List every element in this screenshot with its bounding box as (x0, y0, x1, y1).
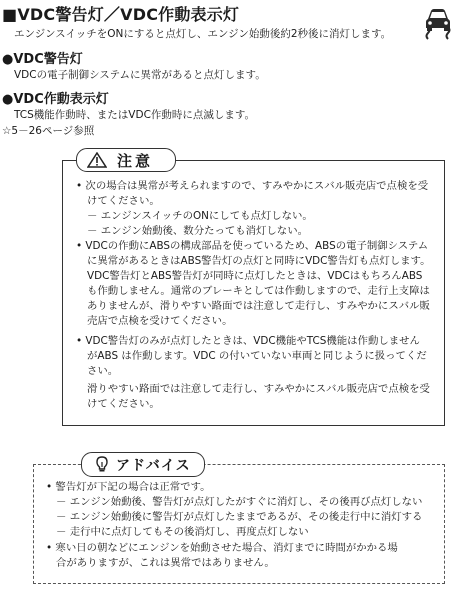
advice-line: 合がありますが、これは異常ではありません。 (56, 557, 275, 569)
advice-line: • 警告灯が下記の場合は正常です。 (46, 481, 211, 493)
vdc-indicator-heading: ●VDC作動表示灯 (2, 92, 109, 107)
caution-line: － エンジン始動後、数分たっても消灯しない。 (87, 225, 308, 237)
vdc-skid-car-icon (418, 3, 458, 41)
caution-line: さい。 (87, 365, 119, 377)
advice-label-text: アドバイス (116, 458, 191, 474)
advice-line: • 寒い日の朝などにエンジンを始動させた場合、消灯までに時間がかかる場 (46, 542, 398, 554)
page-title: ■VDC警告灯／VDC作動表示灯 (2, 5, 240, 24)
caution-line: がABS は作動します。VDC の付いていない車両と同じように扱ってくだ (87, 350, 427, 362)
advice-line: － 走行中に点灯してもその後消灯し、再度点灯しない (56, 526, 309, 538)
vdc-indicator-text: TCS機能作動時、またはVDC作動時に点滅します。 (14, 109, 256, 121)
caution-line: • VDCの作動にABSの構成部品を使っているため、ABSの電子制御システム (76, 240, 429, 252)
caution-line: けてください。 (87, 195, 160, 207)
caution-line: • 次の場合は異常が考えられますので、すみやかにスバル販売店で点検を受 (76, 180, 429, 192)
advice-line: － エンジン始動後、警告灯が点灯したがすぐに消灯し、その後再び点灯しない (56, 496, 423, 508)
caution-label-text: 注意 (117, 152, 154, 170)
caution-line: 滑りやすい路面では注意して走行し、すみやかにスバル販売店で点検を受 (87, 383, 430, 395)
intro-text: エンジンスイッチをONにすると点灯し、エンジン始動後約2秒後に消灯します。 (14, 28, 392, 40)
caution-label (76, 148, 176, 172)
advice-line: － エンジン始動後に警告灯が点灯したままであるが、その後走行中に消灯する (56, 511, 423, 523)
page-reference: ☆5－26ページ参照 (2, 125, 95, 137)
vdc-warning-heading: ●VDC警告灯 (2, 52, 83, 67)
caution-line: • VDC警告灯のみが点灯したときは、VDC機能やTCS機能は作動しません (76, 335, 420, 347)
caution-line: に異常があるときはABS警告灯の点灯と同時にVDC警告灯も点灯します。 (87, 255, 431, 267)
caution-line: 売店で点検を受けてください。 (87, 315, 233, 327)
caution-line: ありませんが、滑りやすい路面では注意して走行し、すみやかにスバル販 (87, 300, 430, 312)
vdc-warning-text: VDCの電子制御システムに異常があると点灯します。 (14, 69, 266, 81)
caution-line: VDC警告灯とABS警告灯が同時に点灯したときは、VDCはもちろんABS (87, 270, 423, 282)
advice-label (81, 452, 205, 477)
caution-line: けてください。 (87, 398, 160, 410)
warning-triangle-icon (87, 152, 107, 168)
caution-line: も作動しません。通常のブレーキとしては作動しますので、走行上支障は (87, 285, 430, 297)
caution-line: － エンジンスイッチのONにしても点灯しない。 (87, 210, 313, 222)
lightbulb-icon (94, 456, 110, 472)
